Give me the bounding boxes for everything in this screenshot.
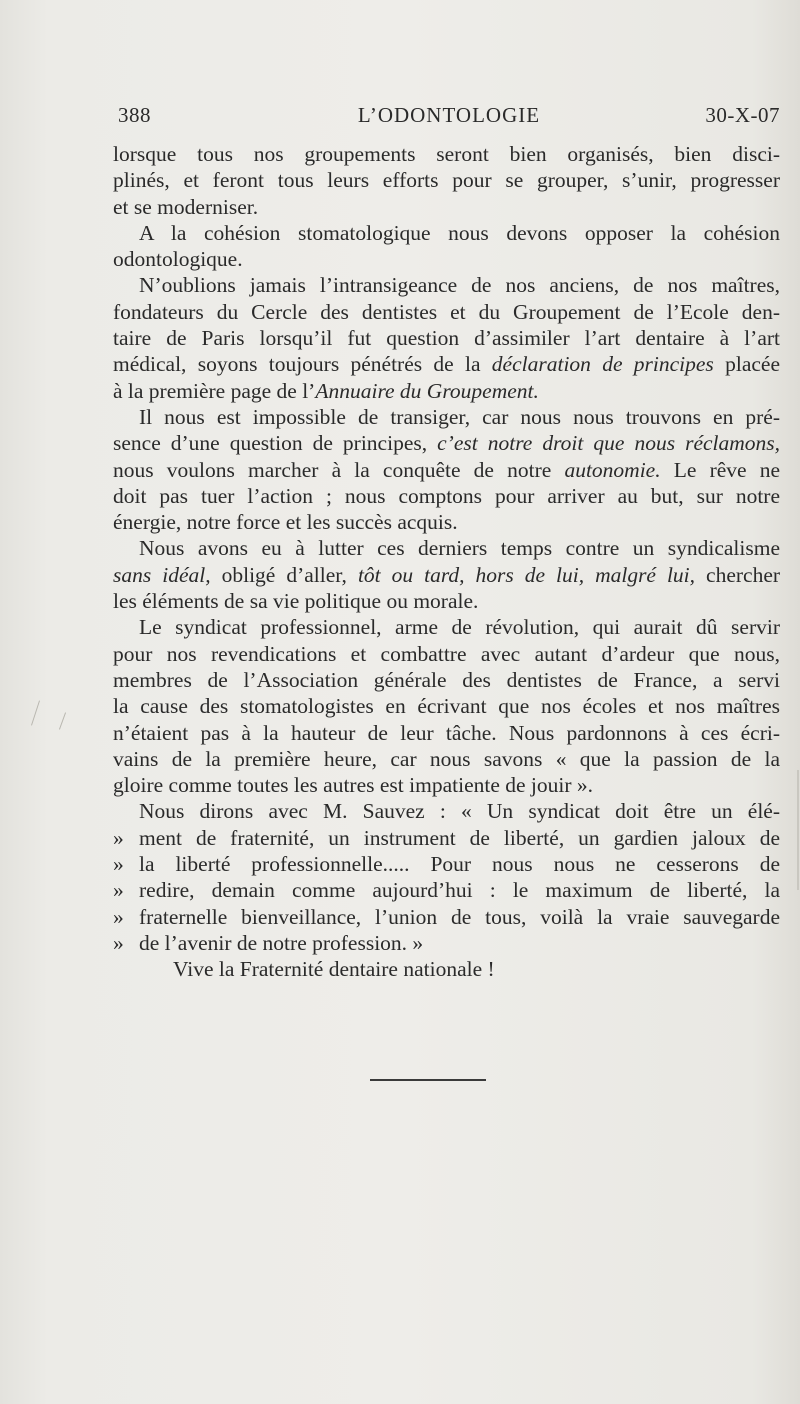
text-line: taire de Paris lorsqu’il fut question d’assimiler l’art dentaire à l’art	[113, 326, 780, 351]
quote-line: » de l’avenir de notre profession. »	[113, 930, 424, 955]
text-line: odontologique.	[113, 247, 243, 272]
end-rule	[370, 1079, 486, 1081]
text-line: doit pas tuer l’action ; nous comptons pour arriver au but, sur notre	[113, 483, 780, 508]
text-line: fondateurs du Cercle des dentistes et du Groupement de l’Ecole den-	[113, 299, 780, 324]
quote-mark: »	[113, 878, 124, 903]
quote-line: » redire, demain comme aujourd’hui : le maximum de liberté, la	[113, 878, 780, 903]
text-line: les éléments de sa vie politique ou morale.	[113, 589, 479, 614]
text-line: plinés, et feront tous leurs efforts pour se grouper, s’unir, progresser	[113, 168, 780, 193]
text-line: la cause des stomatologistes en écrivant que nos écoles et nos maîtres	[113, 694, 780, 719]
journal-title: L’ODONTOLOGIE	[357, 103, 541, 127]
text-line: N’oublions jamais l’intransigeance de nos anciens, de nos maîtres,	[139, 273, 780, 298]
paper-mark	[31, 700, 40, 725]
italic-phrase: tôt ou tard, hors de lui, malgré lui,	[357, 562, 696, 587]
text-line: n’étaient pas à la hauteur de leur tâche. Nous pardonnons à ces écri-	[113, 720, 780, 745]
text-line: Nous avons eu à lutter ces derniers temps contre un syndicalisme	[139, 536, 780, 561]
text-line: à la première page de l’Annuaire du Groupement.	[113, 378, 539, 403]
quote-mark: »	[113, 852, 124, 877]
italic-phrase: autonomie.	[564, 457, 661, 482]
text-line: Le syndicat professionnel, arme de révolution, qui aurait dû servir	[139, 615, 780, 640]
closing-line: Vive la Fraternité dentaire nationale !	[173, 957, 495, 982]
quote-mark: »	[113, 930, 124, 955]
paper-mark	[797, 770, 799, 890]
page-number: 388	[118, 103, 151, 127]
text-line: vains de la première heure, car nous savons « que la passion de la	[113, 746, 780, 771]
quote-mark: »	[113, 825, 124, 850]
quote-line: » ment de fraternité, un instrument de liberté, un gardien jaloux de	[113, 825, 780, 850]
text-line: sence d’une question de principes, c’est notre droit que nous réclamons,	[113, 431, 781, 456]
text-line: lorsque tous nos groupements seront bien organisés, bien disci-	[113, 142, 780, 166]
text-line: Il nous est impossible de transiger, car nous nous trouvons en pré-	[139, 404, 780, 429]
text-line: pour nos revendications et combattre avec autant d’ardeur que nous,	[113, 641, 780, 666]
text-line: énergie, notre force et les succès acquis.	[113, 510, 458, 535]
italic-phrase: Annuaire du Groupement.	[315, 378, 539, 403]
quote-line: » la liberté professionnelle..... Pour nous nous ne cesserons de	[113, 852, 780, 877]
italic-phrase: c’est notre droit que nous réclamons,	[437, 431, 781, 456]
text-line: sans idéal, obligé d’aller, tôt ou tard, hors de lui, malgré lui, chercher	[113, 562, 781, 587]
text-line: et se moderniser.	[113, 194, 259, 219]
quote-line: » fraternelle bienveillance, l’union de tous, voilà la vraie sauvegarde	[113, 904, 780, 929]
italic-phrase: sans idéal,	[113, 562, 211, 587]
italic-phrase: déclaration de principes	[491, 352, 714, 377]
text-line: gloire comme toutes les autres est impatiente de jouir ».	[113, 773, 594, 798]
issue-date: 30-X-07	[705, 103, 780, 127]
text-line: nous voulons marcher à la conquête de notre autonomie. Le rêve ne	[113, 457, 781, 482]
text-line: A la cohésion stomatologique nous devons opposer la cohésion	[139, 220, 780, 245]
text-line: médical, soyons toujours pénétrés de la déclaration de principes placée	[113, 352, 781, 377]
body-text	[113, 141, 780, 983]
text-line: Nous dirons avec M. Sauvez : « Un syndicat doit être un élé-	[139, 799, 780, 824]
running-header	[118, 103, 780, 133]
text-line: membres de l’Association générale des dentistes de France, a servi	[113, 667, 780, 692]
paper-mark	[59, 712, 66, 729]
quote-mark: »	[113, 904, 124, 929]
